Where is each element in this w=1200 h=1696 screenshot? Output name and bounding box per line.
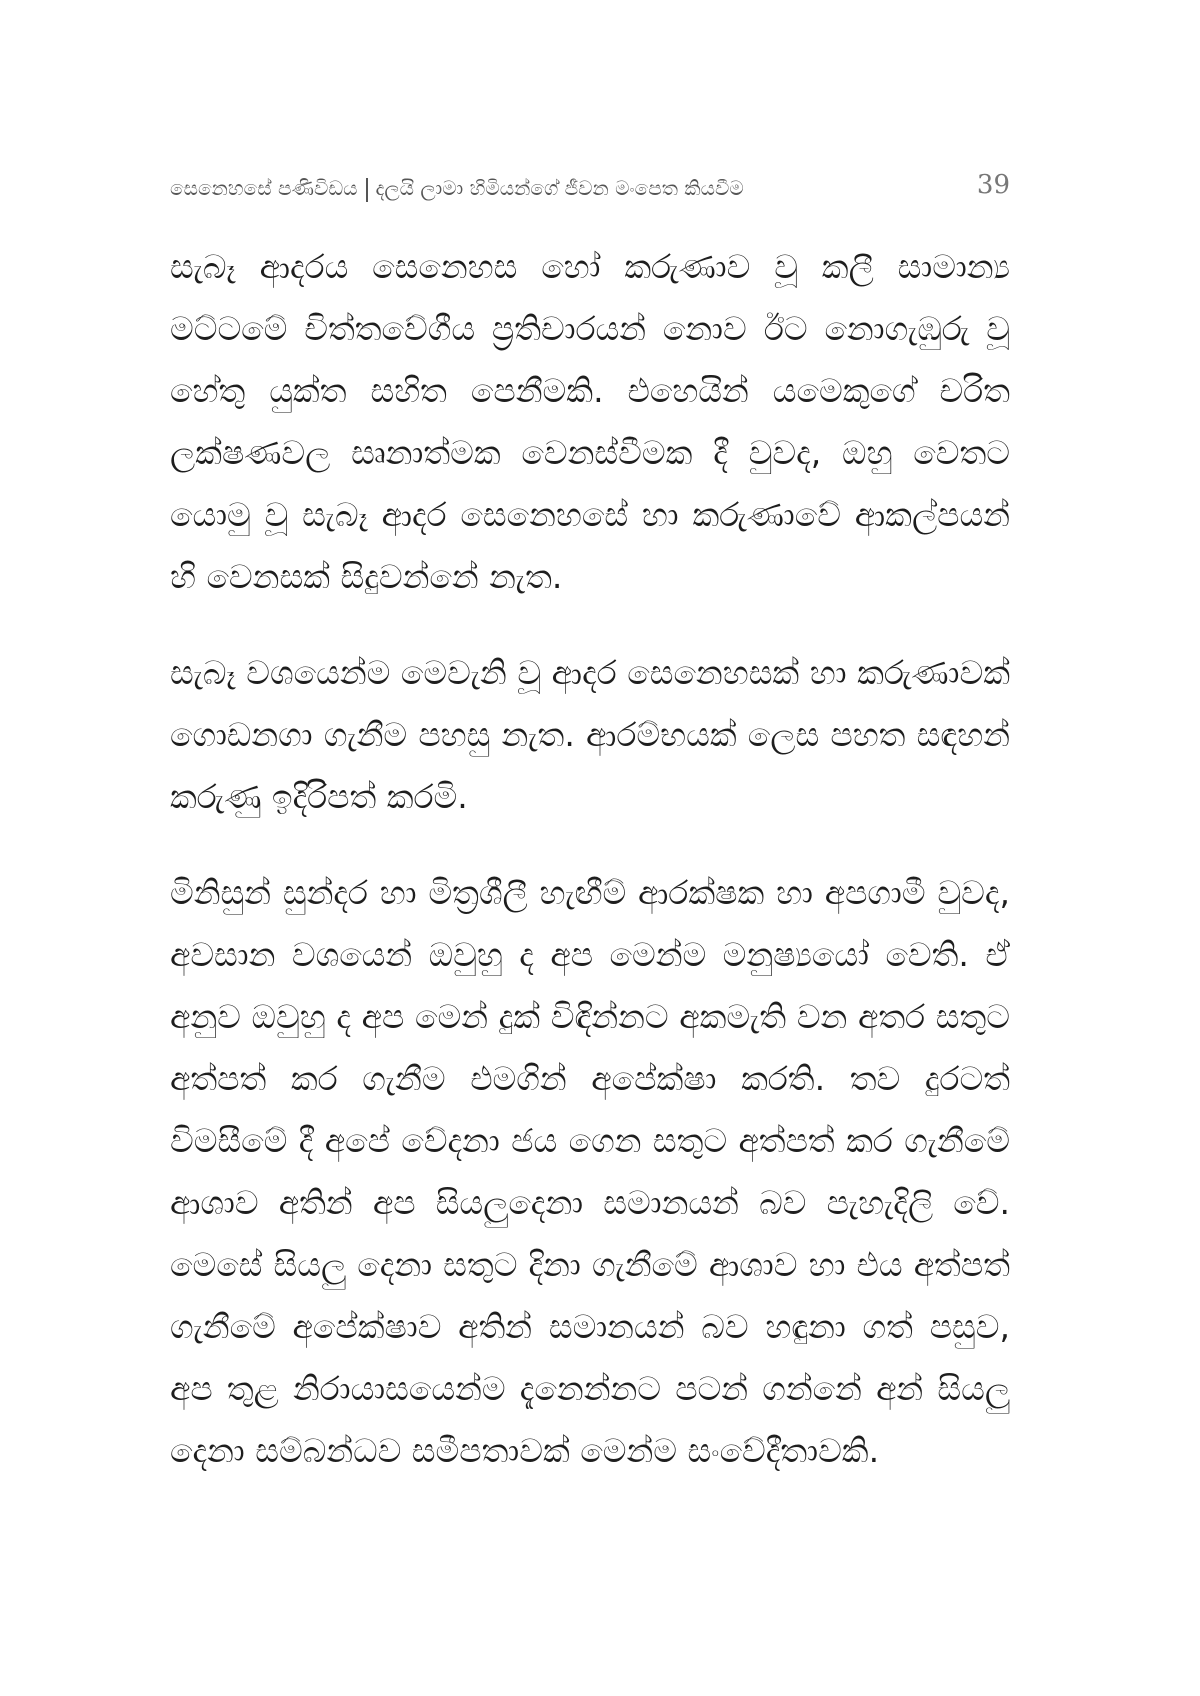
running-header-title [170, 176, 744, 202]
page-number: 39 [976, 170, 1010, 200]
body-text [170, 236, 1010, 1516]
header-separator [366, 178, 368, 202]
book-title: සෙනෙහසේ පණිවිඩය [170, 176, 358, 200]
book-subtitle: දලයි ලාමා හිමියන්ගේ ජීවන මංපෙත කියවීම [375, 176, 744, 200]
paragraph-3: මිනිසුන් සුන්දර හා මිත්‍රශීලී හැඟීම් ආරක්ෂක හා අපගාමී වුවද, අවසාන වශයෙන් ඔවුහු ද අප මෙන්ම මනුෂ්‍යයෝ වෙති. ඒ අනුව ඔවුහු ද අප මෙන් දුක් විඳින්නට අකමැති වන අතර සතුට අත්පත් කර ගැනීම එමගින් අපේක්ෂා කරති. තව දුරටත් විමසීමේ දී අපේ වේදනා ජය ගෙන සතුට අත්පත් කර ගැනීමේ ආශාව අතින් අප සියලුදෙනා සමානයන් බව පැහැදිලි වේ. මෙසේ සියලු දෙනා සතුට දිනා ගැනීමේ ආශාව හා එය අත්පත් ගැනීමේ අපේක්ෂාව අතින් සමානයන් බව හඳුනා ගත් පසුව, අප තුළ නිරායාසයෙන්ම දැනෙන්නට පටන් ගන්නේ අන් සියලු දෙනා සම්බන්ධව සමීපතාවක් මෙන්ම සංවේදීතාවකි. [170, 873, 1010, 1470]
paragraph-1: සැබෑ ආදරය සෙනෙහස හෝ කරුණාව වූ කලී සාමාන්‍ය මට්ටමේ චිත්තවේගීය ප්‍රතිචාරයන් නොව ඊට නොගැඹුරු වූ හේතු යුක්ත සහිත පෙනීමකි. එහෙයින් යමෙකුගේ චරිත ලක්ෂණවල සෘනාත්මක වෙනස්වීමක දී වුවද, ඔහු වෙතට යොමු වූ සැබෑ ආදර සෙනෙහසේ හා කරුණාවේ ආකල්පයන් හි වෙනසක් සිදුවන්නේ නැත. [170, 247, 1010, 596]
running-header [170, 170, 1010, 210]
paragraph-2: සැබෑ වශයෙන්ම මෙවැනි වූ ආදර සෙනෙහසක් හා කරුණාවක් ගොඩනගා ගැනීම පහසු නැත. ආරම්භයක් ලෙස පහත සඳහන් කරුණු ඉදිරිපත් කරමි. [170, 653, 1010, 816]
